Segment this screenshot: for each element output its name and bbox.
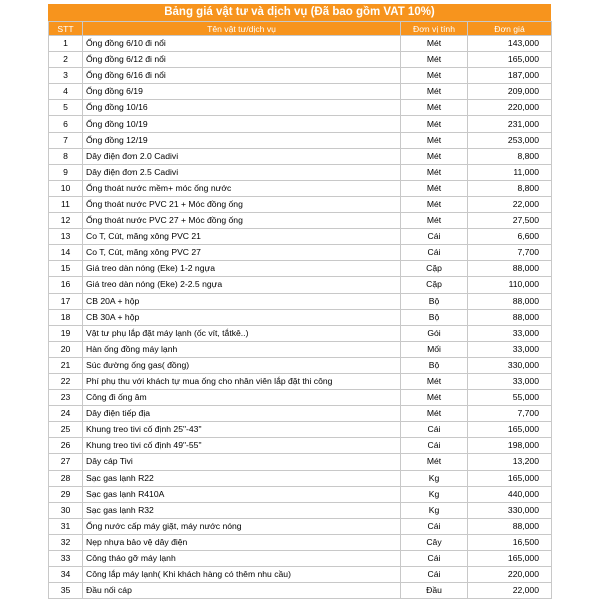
row-unit: Mét [401, 164, 468, 180]
table-row [49, 551, 552, 567]
row-price: 11,000 [468, 164, 552, 180]
row-unit: Bộ [401, 309, 468, 325]
row-item-name: Ống đồng 6/16 đi nổi [83, 68, 401, 84]
price-sheet [48, 4, 551, 599]
row-item-name: Co T, Cút, măng xông PVC 27 [83, 245, 401, 261]
row-unit: Cái [401, 551, 468, 567]
table-row [49, 567, 552, 583]
row-price: 22,000 [468, 583, 552, 599]
table-row [49, 229, 552, 245]
header-item-name: Tên vật tư/dịch vụ [83, 22, 401, 36]
row-item-name: Vật tư phụ lắp đặt máy lạnh (ốc vít, tắtkê..) [83, 325, 401, 341]
table-row [49, 100, 552, 116]
row-price: 165,000 [468, 52, 552, 68]
row-price: 198,000 [468, 438, 552, 454]
row-item-name: Ống đồng 6/10 đi nổi [83, 36, 401, 52]
row-item-name: Ống thoát nước mềm+ móc ống nước [83, 180, 401, 196]
table-row [49, 357, 552, 373]
row-stt: 7 [49, 132, 83, 148]
row-price: 16,500 [468, 534, 552, 550]
row-item-name: Dây điện đơn 2.5 Cadivi [83, 164, 401, 180]
table-row [49, 164, 552, 180]
row-item-name: Đầu nối cáp [83, 583, 401, 599]
row-item-name: Khung treo tivi cố định 25"-43" [83, 422, 401, 438]
row-price: 220,000 [468, 100, 552, 116]
row-unit: Mét [401, 36, 468, 52]
row-unit: Cái [401, 438, 468, 454]
row-item-name: Ống đồng 10/19 [83, 116, 401, 132]
row-price: 165,000 [468, 422, 552, 438]
row-stt: 29 [49, 486, 83, 502]
table-row [49, 245, 552, 261]
row-stt: 14 [49, 245, 83, 261]
row-item-name: Ống đồng 6/12 đi nổi [83, 52, 401, 68]
row-item-name: Dây cáp Tivi [83, 454, 401, 470]
row-unit: Mét [401, 100, 468, 116]
row-price: 231,000 [468, 116, 552, 132]
row-price: 88,000 [468, 309, 552, 325]
row-stt: 30 [49, 502, 83, 518]
table-row [49, 36, 552, 52]
table-row [49, 341, 552, 357]
table-row [49, 583, 552, 599]
table-row [49, 325, 552, 341]
row-price: 22,000 [468, 196, 552, 212]
header-price: Đơn giá [468, 22, 552, 36]
row-stt: 10 [49, 180, 83, 196]
row-price: 8,800 [468, 148, 552, 164]
row-stt: 21 [49, 357, 83, 373]
row-item-name: Khung treo tivi cố định 49"-55" [83, 438, 401, 454]
row-stt: 4 [49, 84, 83, 100]
row-unit: Cái [401, 518, 468, 534]
row-item-name: Sạc gas lạnh R410A [83, 486, 401, 502]
row-price: 187,000 [468, 68, 552, 84]
row-unit: Kg [401, 470, 468, 486]
table-row [49, 373, 552, 389]
row-stt: 33 [49, 551, 83, 567]
table-row [49, 518, 552, 534]
table-row [49, 116, 552, 132]
row-price: 8,800 [468, 180, 552, 196]
row-price: 209,000 [468, 84, 552, 100]
row-unit: Mét [401, 196, 468, 212]
table-row [49, 180, 552, 196]
row-unit: Mét [401, 454, 468, 470]
table-row [49, 52, 552, 68]
row-stt: 2 [49, 52, 83, 68]
row-stt: 24 [49, 406, 83, 422]
row-stt: 16 [49, 277, 83, 293]
row-stt: 34 [49, 567, 83, 583]
row-stt: 8 [49, 148, 83, 164]
table-row [49, 277, 552, 293]
row-stt: 19 [49, 325, 83, 341]
row-price: 7,700 [468, 245, 552, 261]
table-row [49, 390, 552, 406]
row-unit: Bộ [401, 293, 468, 309]
row-price: 165,000 [468, 470, 552, 486]
row-item-name: Dây điện đơn 2.0 Cadivi [83, 148, 401, 164]
row-price: 165,000 [468, 551, 552, 567]
row-price: 143,000 [468, 36, 552, 52]
row-unit: Cặp [401, 277, 468, 293]
row-price: 330,000 [468, 502, 552, 518]
row-price: 440,000 [468, 486, 552, 502]
row-price: 6,600 [468, 229, 552, 245]
row-unit: Mét [401, 52, 468, 68]
row-unit: Cái [401, 245, 468, 261]
header-unit: Đơn vị tính [401, 22, 468, 36]
row-unit: Mét [401, 390, 468, 406]
table-row [49, 132, 552, 148]
row-price: 88,000 [468, 518, 552, 534]
table-body [49, 36, 552, 599]
row-stt: 28 [49, 470, 83, 486]
table-row [49, 406, 552, 422]
row-stt: 12 [49, 213, 83, 229]
row-item-name: Sạc gas lạnh R32 [83, 502, 401, 518]
row-price: 220,000 [468, 567, 552, 583]
row-unit: Mét [401, 373, 468, 389]
table-row [49, 422, 552, 438]
row-price: 55,000 [468, 390, 552, 406]
row-item-name: Nẹp nhựa bảo vệ dây điện [83, 534, 401, 550]
row-item-name: Ống nước cấp máy giặt, máy nước nóng [83, 518, 401, 534]
row-stt: 35 [49, 583, 83, 599]
table-row [49, 438, 552, 454]
row-stt: 9 [49, 164, 83, 180]
row-price: 88,000 [468, 261, 552, 277]
row-stt: 11 [49, 196, 83, 212]
row-stt: 17 [49, 293, 83, 309]
row-item-name: Ống thoát nước PVC 27 + Móc đồng ống [83, 213, 401, 229]
row-unit: Mét [401, 68, 468, 84]
row-unit: Bộ [401, 357, 468, 373]
row-item-name: Công lắp máy lạnh( Khi khách hàng có thêm nhu cầu) [83, 567, 401, 583]
row-unit: Cái [401, 567, 468, 583]
row-item-name: Sạc gas lạnh R22 [83, 470, 401, 486]
row-item-name: Ống thoát nước PVC 21 + Móc đồng ống [83, 196, 401, 212]
row-unit: Mét [401, 148, 468, 164]
row-stt: 25 [49, 422, 83, 438]
row-stt: 6 [49, 116, 83, 132]
price-table [48, 21, 552, 599]
row-price: 7,700 [468, 406, 552, 422]
sheet-title: Bảng giá vật tư và dịch vụ (Đã bao gồm VAT 10%) [48, 4, 551, 21]
row-stt: 1 [49, 36, 83, 52]
row-unit: Mét [401, 84, 468, 100]
row-stt: 23 [49, 390, 83, 406]
row-stt: 3 [49, 68, 83, 84]
row-stt: 31 [49, 518, 83, 534]
row-item-name: Ống đồng 6/19 [83, 84, 401, 100]
row-stt: 26 [49, 438, 83, 454]
table-row [49, 470, 552, 486]
row-unit: Kg [401, 502, 468, 518]
row-unit: Mối [401, 341, 468, 357]
row-stt: 5 [49, 100, 83, 116]
row-unit: Cặp [401, 261, 468, 277]
table-row [49, 502, 552, 518]
row-unit: Gói [401, 325, 468, 341]
row-unit: Mét [401, 180, 468, 196]
row-price: 33,000 [468, 373, 552, 389]
row-item-name: Giá treo dàn nóng (Eke) 2-2.5 ngựa [83, 277, 401, 293]
row-item-name: Hàn ống đồng máy lạnh [83, 341, 401, 357]
row-price: 13,200 [468, 454, 552, 470]
row-price: 33,000 [468, 341, 552, 357]
table-row [49, 261, 552, 277]
row-item-name: CB 20A + hộp [83, 293, 401, 309]
row-stt: 22 [49, 373, 83, 389]
table-row [49, 309, 552, 325]
row-unit: Mét [401, 132, 468, 148]
table-row [49, 293, 552, 309]
row-item-name: Công tháo gỡ máy lạnh [83, 551, 401, 567]
header-stt: STT [49, 22, 83, 36]
table-row [49, 84, 552, 100]
table-row [49, 68, 552, 84]
table-row [49, 196, 552, 212]
table-header-row [49, 22, 552, 36]
row-stt: 15 [49, 261, 83, 277]
row-price: 253,000 [468, 132, 552, 148]
row-price: 330,000 [468, 357, 552, 373]
row-unit: Cây [401, 534, 468, 550]
row-price: 33,000 [468, 325, 552, 341]
row-item-name: Giá treo dàn nóng (Eke) 1-2 ngựa [83, 261, 401, 277]
row-unit: Cái [401, 229, 468, 245]
row-unit: Kg [401, 486, 468, 502]
row-stt: 32 [49, 534, 83, 550]
row-price: 110,000 [468, 277, 552, 293]
row-unit: Cái [401, 422, 468, 438]
row-item-name: Co T, Cút, măng xông PVC 21 [83, 229, 401, 245]
table-row [49, 454, 552, 470]
row-item-name: CB 30A + hộp [83, 309, 401, 325]
row-unit: Mét [401, 406, 468, 422]
row-stt: 27 [49, 454, 83, 470]
row-item-name: Súc đường ống gas( đồng) [83, 357, 401, 373]
row-item-name: Ống đồng 12/19 [83, 132, 401, 148]
row-unit: Đầu [401, 583, 468, 599]
table-row [49, 213, 552, 229]
row-item-name: Ống đồng 10/16 [83, 100, 401, 116]
table-row [49, 534, 552, 550]
row-stt: 20 [49, 341, 83, 357]
row-price: 88,000 [468, 293, 552, 309]
row-unit: Mét [401, 116, 468, 132]
row-stt: 18 [49, 309, 83, 325]
row-stt: 13 [49, 229, 83, 245]
row-unit: Mét [401, 213, 468, 229]
row-item-name: Công đi ống âm [83, 390, 401, 406]
row-item-name: Phí phụ thu với khách tự mua ống cho nhân viên lắp đặt thi công [83, 373, 401, 389]
row-item-name: Dây điện tiếp địa [83, 406, 401, 422]
table-row [49, 148, 552, 164]
row-price: 27,500 [468, 213, 552, 229]
table-row [49, 486, 552, 502]
